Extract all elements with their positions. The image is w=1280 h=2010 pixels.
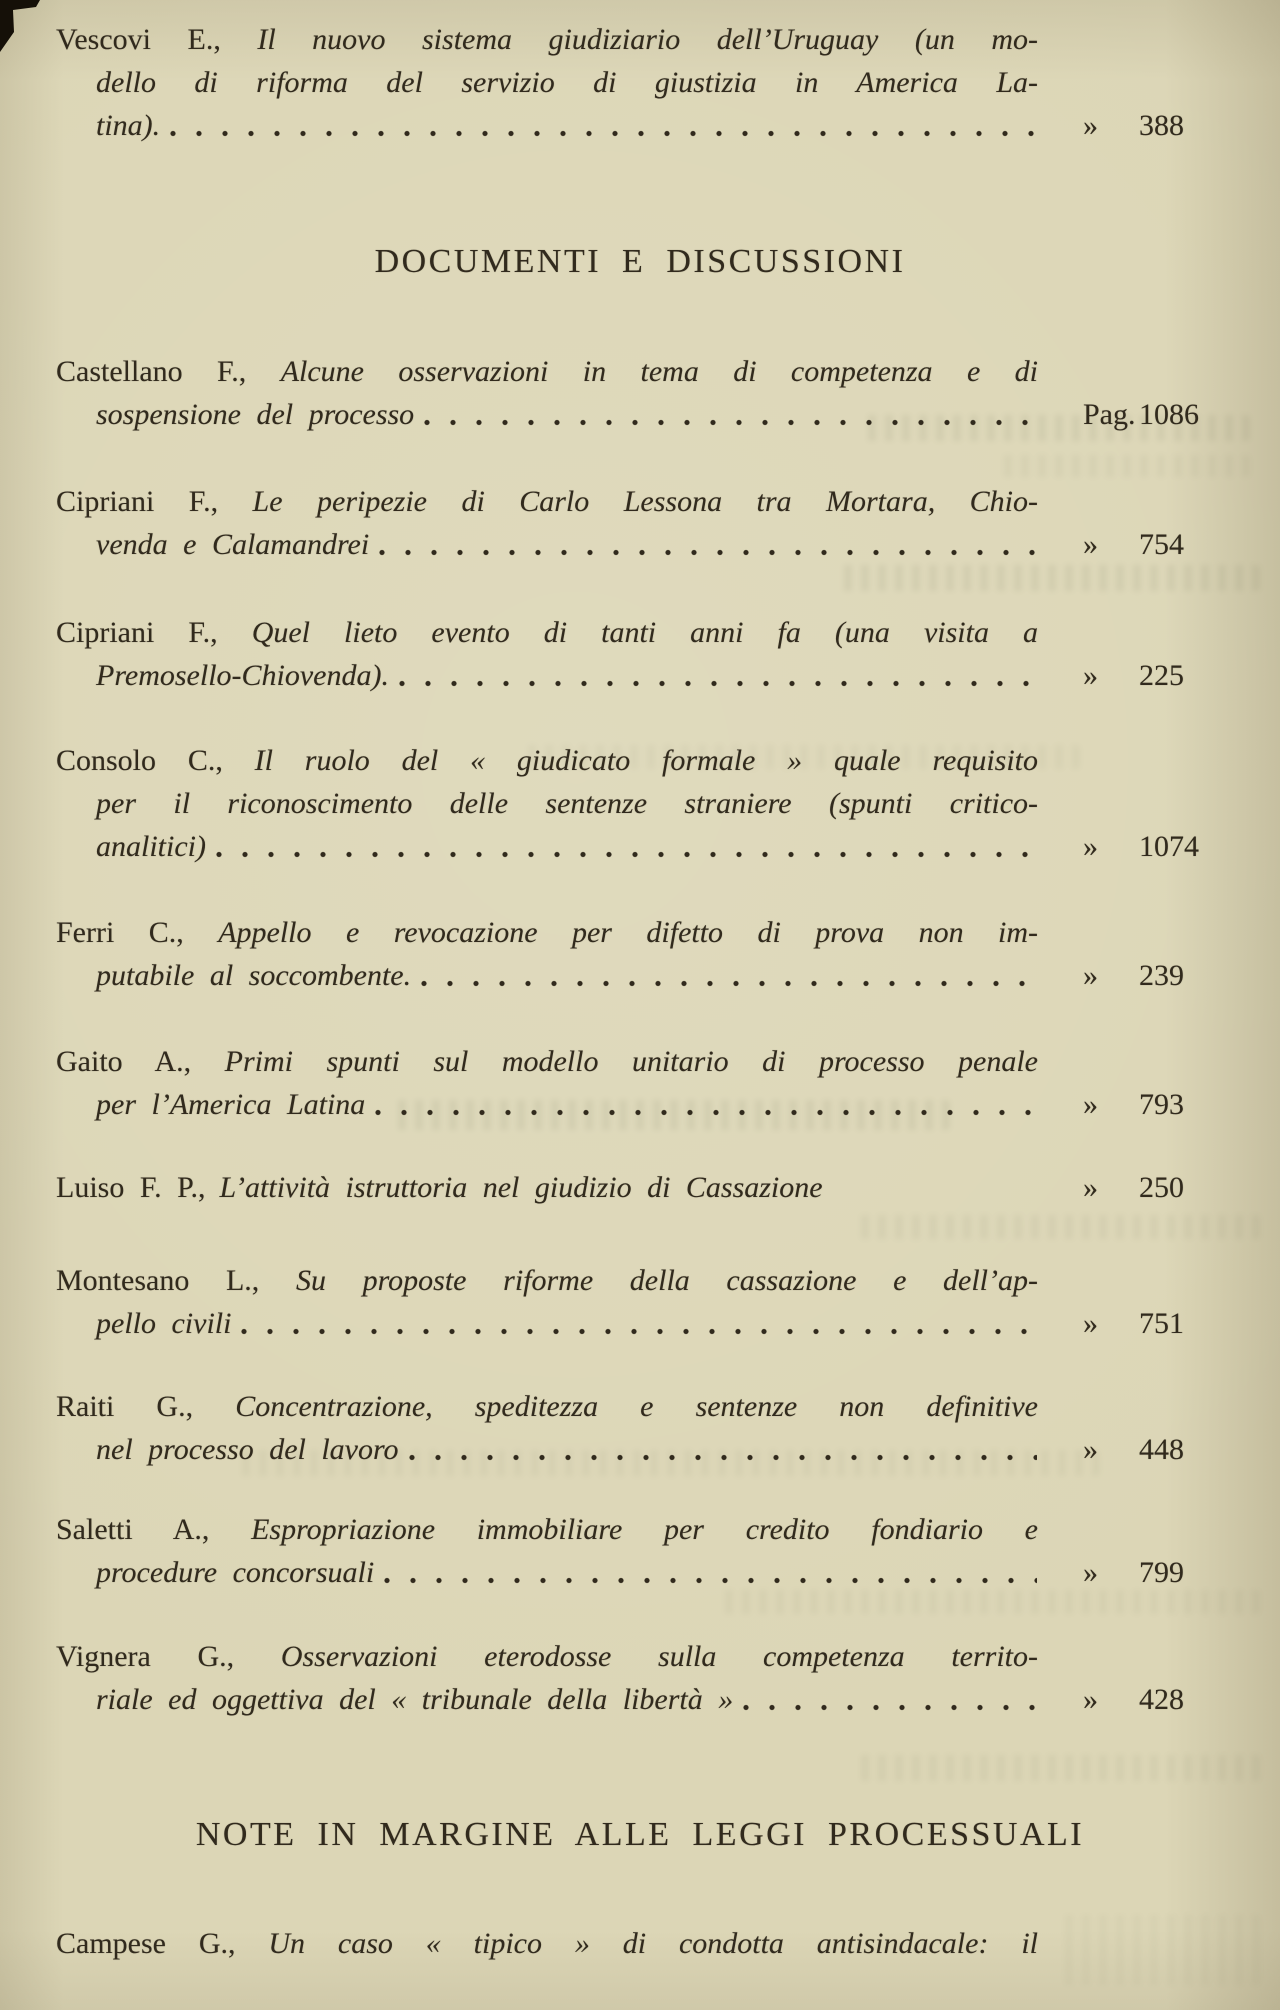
entry-line xyxy=(56,61,1038,104)
page-number: 1074 xyxy=(1139,830,1199,863)
entry-title-line: Espropriazione immobiliare per credito fondiario e xyxy=(251,1513,1038,1546)
toc-entry-luiso xyxy=(56,1166,1228,1209)
dot-leader xyxy=(384,1551,1037,1594)
dot-leader xyxy=(379,523,1037,566)
entry-line xyxy=(56,1259,1038,1302)
bleedthrough-artifact xyxy=(860,1215,1260,1239)
entry-title-line: Primi spunti sul modello unitario di processo penale xyxy=(224,1045,1038,1078)
ref-symbol: » xyxy=(1083,109,1098,142)
entry-title-line: Concentrazione, speditezza e sentenze non definitive xyxy=(235,1390,1039,1423)
entry-line xyxy=(56,1635,1038,1678)
ref-symbol: » xyxy=(1083,1088,1098,1121)
ref-symbol: » xyxy=(1083,1433,1098,1466)
bleedthrough-artifact xyxy=(840,565,1260,591)
entry-author: Raiti G., xyxy=(56,1390,194,1423)
toc-entry-vescovi xyxy=(56,18,1228,147)
toc-entry-consolo xyxy=(56,739,1228,868)
page-number: 239 xyxy=(1139,959,1184,992)
page-number: 388 xyxy=(1139,109,1184,142)
entry-line xyxy=(56,739,1038,782)
dot-leader xyxy=(241,1302,1037,1345)
entry-line xyxy=(56,393,1228,436)
dot-leader xyxy=(409,1428,1037,1471)
entry-author: Consolo C., xyxy=(56,744,223,777)
toc-entry-montesano xyxy=(56,1259,1228,1345)
dot-leader xyxy=(170,104,1037,147)
toc-entry-vignera xyxy=(56,1635,1228,1721)
entry-author: Saletti A., xyxy=(56,1513,210,1546)
entry-author: Castellano F., xyxy=(56,355,247,388)
dot-leader xyxy=(833,1166,1037,1209)
entry-line xyxy=(56,1166,1228,1209)
entry-title-line: Appello e revocazione per difetto di prova non im- xyxy=(218,916,1038,949)
entry-title-line: per l’America Latina xyxy=(96,1088,366,1121)
ref-symbol: » xyxy=(1083,1683,1098,1716)
entry-title-line: pello civili xyxy=(96,1307,232,1340)
entry-title-line: per il riconoscimento delle sentenze straniere (spunti critico- xyxy=(96,787,1038,820)
entry-author: Campese G., xyxy=(56,1927,236,1960)
entry-line xyxy=(56,1922,1038,1965)
ref-symbol: » xyxy=(1083,830,1098,863)
entry-line xyxy=(56,654,1228,697)
entry-title-line: putabile al soccombente. xyxy=(96,959,412,992)
entry-line xyxy=(56,1083,1228,1126)
entry-author: Gaito A., xyxy=(56,1045,192,1078)
dot-leader xyxy=(375,1083,1037,1126)
entry-title-line: sospensione del processo xyxy=(96,398,415,431)
toc-entry-campese xyxy=(56,1922,1228,1965)
bleedthrough-artifact xyxy=(860,1755,1260,1781)
entry-title-line: Il ruolo del « giudicato formale » quale requisito xyxy=(254,744,1038,777)
entry-line xyxy=(56,1678,1228,1721)
toc-entry-cipriani-2 xyxy=(56,611,1228,697)
entry-title-line: Alcune osservazioni in tema di competenza e di xyxy=(280,355,1038,388)
page-number: 448 xyxy=(1139,1433,1184,1466)
entry-title-line: Il nuovo sistema giudiziario dell’Uruguay (un mo- xyxy=(257,23,1039,56)
entry-title-line: Quel lieto evento di tanti anni fa (una visita a xyxy=(251,616,1038,649)
dot-leader xyxy=(421,954,1037,997)
toc-entry-cipriani-1 xyxy=(56,480,1228,566)
entry-title-line: Osservazioni eterodosse sulla competenza territo- xyxy=(280,1640,1038,1673)
entry-title-line: venda e Calamandrei xyxy=(96,528,370,561)
entry-line xyxy=(56,104,1228,147)
entry-title-line: dello di riforma del servizio di giustizia in America La- xyxy=(96,66,1038,99)
page-ref-label: Pag. xyxy=(1083,398,1136,431)
dot-leader xyxy=(399,654,1037,697)
section-heading-note: NOTE IN MARGINE ALLE LEGGI PROCESSUALI xyxy=(195,1816,1085,1853)
entry-title-line: L’attività istruttoria nel giudizio di Cassazione xyxy=(219,1171,823,1204)
section-heading-documenti: DOCUMENTI E DISCUSSIONI xyxy=(374,243,906,280)
entry-title-line: tina). xyxy=(96,109,161,142)
entry-title-line: nel processo del lavoro xyxy=(96,1433,399,1466)
entry-line xyxy=(56,1508,1038,1551)
ref-symbol: » xyxy=(1083,1307,1098,1340)
entry-line xyxy=(56,782,1038,825)
entry-author: Luiso F. P., xyxy=(56,1171,206,1204)
entry-title-line: riale ed oggettiva del « tribunale della libertà » xyxy=(96,1683,734,1716)
entry-title-line: analitici) xyxy=(96,830,206,863)
dot-leader xyxy=(216,825,1037,868)
bleedthrough-artifact xyxy=(1000,455,1250,477)
page-number: 799 xyxy=(1139,1556,1184,1589)
entry-line xyxy=(56,18,1038,61)
entry-line xyxy=(56,1385,1038,1428)
entry-line xyxy=(56,1302,1228,1345)
entry-line xyxy=(56,480,1038,523)
page-number: 250 xyxy=(1139,1171,1184,1204)
entry-author: Ferri C., xyxy=(56,916,184,949)
entry-title-line: Le peripezie di Carlo Lessona tra Mortara, Chio- xyxy=(252,485,1038,518)
page-number: 793 xyxy=(1139,1088,1184,1121)
toc-entry-raiti xyxy=(56,1385,1228,1471)
toc-entry-ferri xyxy=(56,911,1228,997)
entry-title-line: Un caso « tipico » di condotta antisindacale: il xyxy=(268,1927,1038,1960)
page-number: 751 xyxy=(1139,1307,1184,1340)
ref-symbol: » xyxy=(1083,1171,1098,1204)
page-number: 1086 xyxy=(1139,398,1199,431)
entry-title-line: Premosello-Chiovenda). xyxy=(96,659,389,692)
entry-line xyxy=(56,1428,1228,1471)
toc-entry-gaito xyxy=(56,1040,1228,1126)
entry-title-line: procedure concorsuali xyxy=(96,1556,375,1589)
entry-author: Vignera G., xyxy=(56,1640,235,1673)
entry-line xyxy=(56,911,1038,954)
ref-symbol: » xyxy=(1083,959,1098,992)
ref-symbol: » xyxy=(1083,1556,1098,1589)
entry-line xyxy=(56,1551,1228,1594)
page-number: 754 xyxy=(1139,528,1184,561)
entry-author: Cipriani F., xyxy=(56,485,219,518)
entry-line xyxy=(56,954,1228,997)
ref-symbol: » xyxy=(1083,528,1098,561)
dot-leader xyxy=(424,393,1037,436)
entry-line xyxy=(56,825,1228,868)
entry-line xyxy=(56,523,1228,566)
entry-author: Montesano L., xyxy=(56,1264,260,1297)
entry-line xyxy=(56,350,1038,393)
entry-line xyxy=(56,1040,1038,1083)
entry-line xyxy=(56,611,1038,654)
page-number: 428 xyxy=(1139,1683,1184,1716)
page-number: 225 xyxy=(1139,659,1184,692)
dot-leader xyxy=(743,1678,1037,1721)
toc-entry-castellano xyxy=(56,350,1228,436)
entry-author: Vescovi E., xyxy=(56,23,221,56)
toc-entry-saletti xyxy=(56,1508,1228,1594)
ref-symbol: » xyxy=(1083,659,1098,692)
entry-author: Cipriani F., xyxy=(56,616,218,649)
entry-title-line: Su proposte riforme della cassazione e dell’ap- xyxy=(295,1264,1038,1297)
